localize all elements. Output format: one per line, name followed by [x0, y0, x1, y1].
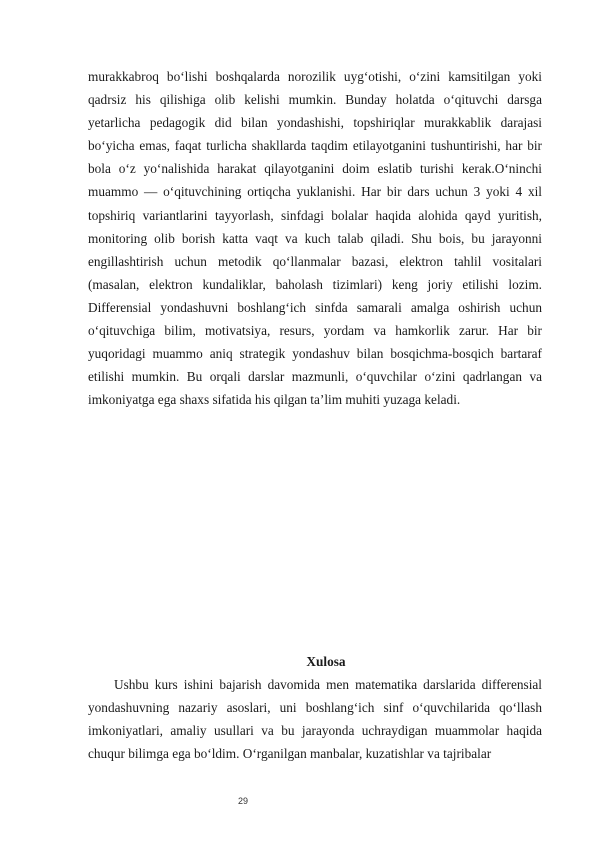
body-paragraph: murakkabroq bo‘lishi boshqalarda norozilik uyg‘otishi, o‘zini kamsitilgan yoki qadrsiz his qilishiga olib kelishi mumkin. Bunday holatda o‘qituvchi darsga yetarlicha pedagogik did bilan yondashishi, topshiriqlar murakkablik darajasi bo‘yicha emas, faqat turlicha shakllarda taqdim etilayotganini tushuntirishi, har bir bola o‘z yo‘nalishida harakat qilayotganini doim eslatib turishi kerak.O‘ninchi muammo — o‘qituvchining ortiqcha yuklanishi. Har bir dars uchun 3 yoki 4 xil topshiriq variantlarini tayyorlash, sinfdagi bolalar haqida alohida qayd yuritish, monitoring olib borish katta vaqt va kuch talab qiladi. Shu bois, bu jarayonni engillashtirish uchun metodik qo‘llanmalar bazasi, elektron tahlil vositalari (masalan, elektron kundaliklar, baholash tizimlari) keng joriy etilishi lozim. Differensial yondashuvni boshlang‘ich sinfda samarali amalga oshirish uchun o‘qituvchiga bilim, motivatsiya, resurs, yordam va hamkorlik zarur. Har bir yuqoridagi muammo aniq strategik yondashuv bilan bosqichma-bosqich bartaraf etilishi mumkin. Bu orqali darslar mazmunli, o‘quvchilar o‘zini qadrlangan va imkoniyatga ega shaxs sifatida his qilgan ta’lim muhiti yuzaga keladi.	[88, 69, 542, 408]
conclusion-paragraph: Ushbu kurs ishini bajarish davomida men matematika darslarida differensial yondashuvning nazariy asoslari, uni boshlang‘ich sinf o‘quvchilarida qo‘llash imkoniyatlari, amaliy usullari va bu jarayonda uchraydigan muammolar haqida chuqur bilimga ega bo‘ldim. O‘rganilgan manbalar, kuzatishlar va tajribalar	[88, 677, 542, 762]
page-number: 29	[237, 796, 248, 806]
conclusion-heading: Xulosa	[306, 654, 346, 669]
